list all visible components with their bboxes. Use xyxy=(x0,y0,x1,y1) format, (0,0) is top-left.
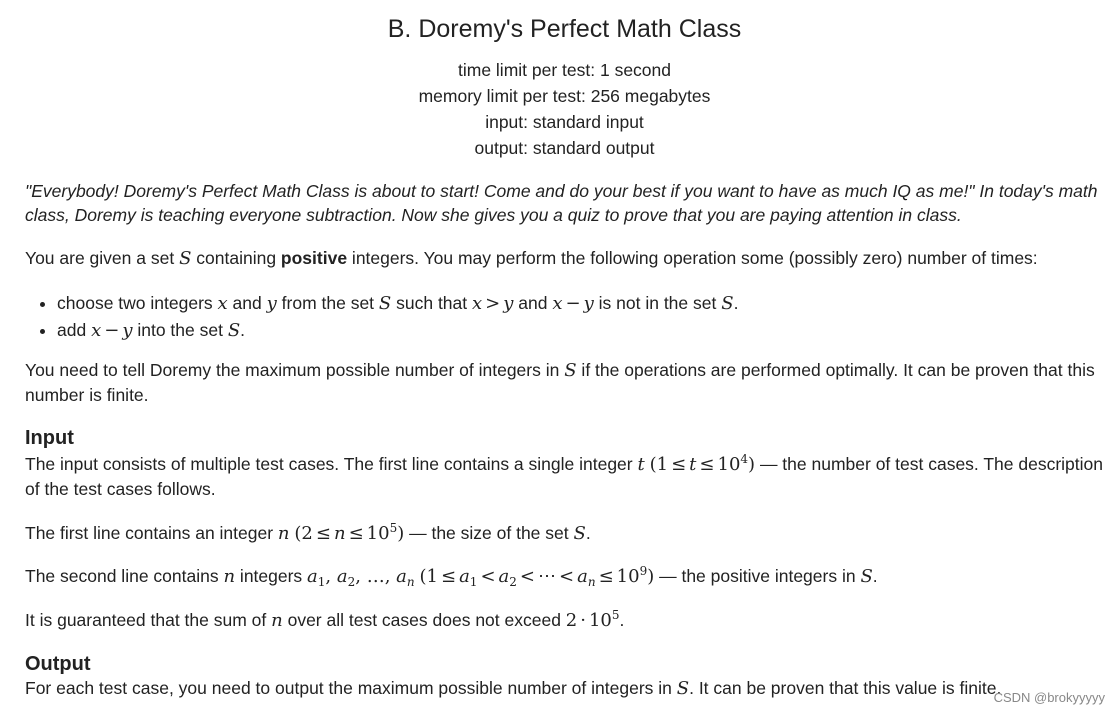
input-paragraph-3: The second line contains n integers $a_1$, $a_2$, …, $a_n$ ($1 \le a_1 < a_2$ < ⋯ < $a_n \le 10^9$) — the positive integers in S. xyxy=(25,564,878,589)
text: containing xyxy=(191,248,281,268)
text: and xyxy=(513,293,553,313)
text: — the size of the set xyxy=(404,523,574,543)
text: over all test cases does not exceed xyxy=(282,610,566,630)
math-set-s: S xyxy=(721,293,734,314)
text: — the positive integers in xyxy=(654,566,861,586)
legend-paragraph: "Everybody! Doremy's Perfect Math Class is about to start! Come and do your best if you want to have as much IQ as me!" In today's math class, Doremy is teaching everyone subtraction. Now she gives you a quiz to prove that you are paying attention in class. xyxy=(25,181,1098,225)
operation-add: • add x − y into the set S. xyxy=(57,317,738,344)
math-n-constraint: $(2 \le n \le 10^5)$ xyxy=(294,521,405,544)
math-set-s: S xyxy=(564,360,577,381)
math-set-s: S xyxy=(227,320,241,341)
math-x-minus-y: x − y xyxy=(91,320,133,341)
math-n: n xyxy=(271,610,283,631)
math-set-s: S xyxy=(860,566,873,587)
math-x-minus-y: x − y xyxy=(552,293,594,314)
math-set-s: S xyxy=(676,678,690,699)
text: integers. You may perform the following operation some (possibly zero) number of times: xyxy=(347,248,1038,268)
text: The second line contains xyxy=(25,566,224,586)
math-x-gt-y: x > y xyxy=(472,293,514,314)
operations-list xyxy=(25,290,738,344)
text: It is guaranteed that the sum of xyxy=(25,610,272,630)
math-n: n xyxy=(223,566,236,587)
math-t: t xyxy=(637,454,645,475)
text: add xyxy=(57,320,92,340)
math-set-s: S xyxy=(179,248,192,269)
math-n: n xyxy=(277,523,290,544)
input-paragraph-4: It is guaranteed that the sum of n over all test cases does not exceed $2 \cdot 10^5$. xyxy=(25,608,625,631)
math-y: y xyxy=(266,293,277,314)
math-sequence: $a_1$, $a_2$, …, $a_n$ xyxy=(307,566,415,589)
math-a-constraint: ($1 \le a_1 < a_2$ < ⋯ < $a_n \le 10^9$) xyxy=(419,564,655,589)
text: — the number of test cases. The description of the test cases follows. xyxy=(25,454,1103,499)
output-heading: Output xyxy=(25,653,91,675)
math-set-s: S xyxy=(573,523,586,544)
text: For each test case, you need to output the maximum possible number of integers in xyxy=(25,678,677,698)
text: The input consists of multiple test cases. The first line contains a single integer xyxy=(25,454,638,474)
text: You need to tell Doremy the maximum possible number of integers in xyxy=(25,360,565,380)
text: The first line contains an integer xyxy=(25,523,278,543)
input-heading: Input xyxy=(25,427,74,449)
math-t-constraint: $(1 \le t \le 10^4)$ xyxy=(649,452,756,475)
output-file: output: standard output xyxy=(474,138,655,158)
output-paragraph-1 xyxy=(25,676,1105,701)
memory-limit: memory limit per test: 256 megabytes xyxy=(418,86,711,106)
time-limit: time limit per test: 1 second xyxy=(458,60,671,80)
text: from the set xyxy=(276,293,379,313)
operation-choose: • choose two integers x and y from the set S such that x > y and x − y is not in the set S. xyxy=(57,290,738,317)
text: integers xyxy=(235,566,308,586)
math-sum-bound: $2 \cdot 10^5$ xyxy=(565,608,620,631)
input-paragraph-1 xyxy=(25,452,1105,501)
text: such that xyxy=(391,293,472,313)
input-file: input: standard input xyxy=(485,112,644,132)
text: is not in the set xyxy=(593,293,722,313)
bold-positive: positive xyxy=(280,248,348,268)
statement-paragraph-1 xyxy=(25,246,1105,271)
csdn-watermark: CSDN @brokyyyyy xyxy=(993,690,1105,705)
text: if the operations are performed optimally. It can be proven that this number is finite. xyxy=(25,360,1095,405)
text: . It can be proven that this value is finite. xyxy=(689,678,1002,698)
text: choose two integers xyxy=(57,293,218,313)
text: into the set xyxy=(132,320,228,340)
input-paragraph-2: The first line contains an integer n $(2 \le n \le 10^5)$ — the size of the set S. xyxy=(25,521,591,544)
math-set-s: S xyxy=(378,293,392,314)
problem-title: B. Doremy's Perfect Math Class xyxy=(387,15,742,43)
text: and xyxy=(227,293,267,313)
math-x: x xyxy=(217,293,228,314)
text: You are given a set xyxy=(25,248,180,268)
statement-paragraph-2 xyxy=(25,358,1105,407)
